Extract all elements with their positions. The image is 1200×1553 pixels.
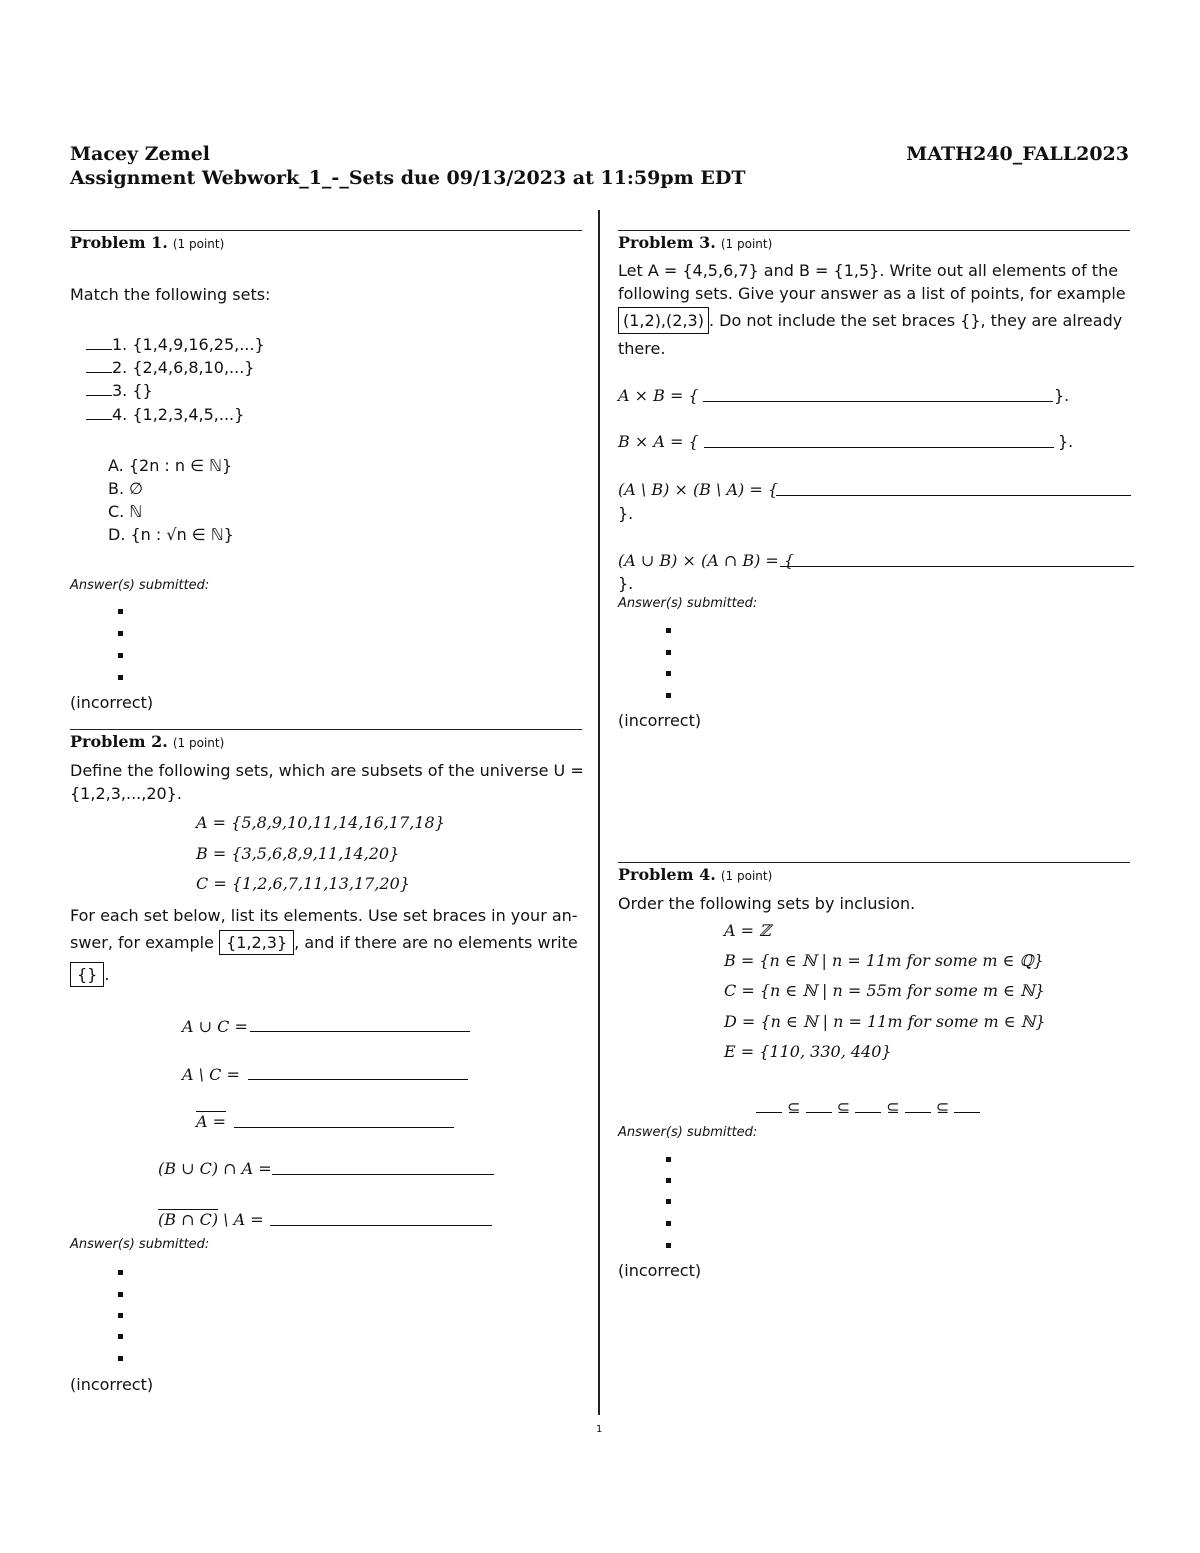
- answer-bullet: [118, 609, 123, 614]
- problem-4-answers-label: Answer(s) submitted:: [618, 1125, 758, 1140]
- problem-3-status: (incorrect): [618, 711, 702, 730]
- p2-q1-label: A ∪ C =: [182, 1017, 248, 1036]
- match-blank-2[interactable]: [86, 358, 112, 373]
- answer-bullet: [118, 631, 123, 636]
- student-name: Macey Zemel: [70, 143, 211, 165]
- p3-q3-close: }.: [618, 504, 634, 523]
- answer-bullet: [118, 1292, 123, 1297]
- problem-3-line-3: (1,2),(2,3) . Do not include the set braces {}, they are already: [618, 310, 1122, 332]
- problem-1-status: (incorrect): [70, 693, 154, 712]
- p2-q5-label: (B ∩ C) \ A =: [158, 1210, 264, 1229]
- p3-q4-label: (A ∪ B) × (A ∩ B) = {: [618, 551, 795, 570]
- answer-bullet: [666, 671, 671, 676]
- inclusion-chain: ⊆ ⊆ ⊆ ⊆: [756, 1097, 980, 1119]
- problem-2-instr-1: For each set below, list its elements. Use set braces in your an-: [70, 906, 578, 925]
- match-blank-4[interactable]: [86, 405, 112, 420]
- problem-3-line-2: following sets. Give your answer as a list of points, for example: [618, 284, 1126, 303]
- set-c-def: C = {n ∈ ℕ | n = 55m for some m ∈ ℕ}: [724, 981, 1045, 1000]
- inclusion-blank-3[interactable]: [855, 1098, 881, 1113]
- p2-q2-input[interactable]: [248, 1065, 468, 1080]
- p2-q3-input[interactable]: [234, 1113, 454, 1128]
- set-b-definition: B = {3,5,6,8,9,11,14,20}: [196, 844, 400, 863]
- p3-q3-input[interactable]: [776, 481, 1131, 496]
- p3-q2-input[interactable]: [704, 433, 1054, 448]
- answer-bullet: [666, 1178, 671, 1183]
- match-option-c: C. ℕ: [108, 502, 143, 521]
- answer-bullet: [666, 1221, 671, 1226]
- page-number: 1: [596, 1424, 603, 1435]
- p3-q1-label: A × B = {: [618, 386, 699, 405]
- match-option-a: A. {2n : n ∈ ℕ}: [108, 456, 233, 475]
- problem-3-line-1: Let A = {4,5,6,7} and B = {1,5}. Write out all elements of the: [618, 261, 1119, 280]
- problem-3-heading: [618, 233, 772, 252]
- answer-bullet: [666, 628, 671, 633]
- problem-4-title: Problem 4.: [618, 865, 716, 884]
- match-item-1: 1. {1,4,9,16,25,...}: [86, 334, 265, 356]
- problem-3-answers-label: Answer(s) submitted:: [618, 596, 758, 611]
- answer-bullet: [666, 1199, 671, 1204]
- course-code: MATH240_FALL2023: [906, 143, 1129, 165]
- problem-1-answers-label: Answer(s) submitted:: [70, 578, 210, 593]
- match-item-4: 4. {1,2,3,4,5,...}: [86, 404, 244, 426]
- p3-q1-input[interactable]: [703, 387, 1053, 402]
- match-blank-1[interactable]: [86, 335, 112, 350]
- p3-q3-label: (A \ B) × (B \ A) = {: [618, 480, 779, 499]
- inclusion-blank-2[interactable]: [806, 1098, 832, 1113]
- example-points-box: (1,2),(2,3): [618, 307, 709, 334]
- problem-1-rule: [70, 230, 582, 231]
- p2-q1-input[interactable]: [250, 1017, 470, 1032]
- problem-4-points: (1 point): [720, 869, 773, 883]
- set-c-definition: C = {1,2,6,7,11,13,17,20}: [196, 874, 410, 893]
- problem-2-intro-1: Define the following sets, which are subsets of the universe U =: [70, 761, 584, 780]
- problem-2-points: (1 point): [172, 736, 225, 750]
- problem-2-intro-2: {1,2,3,...,20}.: [70, 784, 182, 803]
- p2-q5-input[interactable]: [270, 1211, 492, 1226]
- answer-bullet: [118, 1356, 123, 1361]
- answer-bullet: [666, 650, 671, 655]
- answer-bullet: [118, 1270, 123, 1275]
- p2-q4-label: (B ∪ C) ∩ A =: [158, 1159, 272, 1178]
- set-a-def: A = ℤ: [724, 921, 771, 940]
- answer-bullet: [118, 653, 123, 658]
- problem-2-heading: [70, 732, 224, 751]
- problem-3-rule: [618, 230, 1130, 231]
- problem-2-instr-3: {} .: [70, 964, 109, 986]
- problem-4-status: (incorrect): [618, 1261, 702, 1280]
- answer-bullet: [666, 693, 671, 698]
- p3-q4-input[interactable]: [780, 552, 1134, 567]
- inclusion-blank-1[interactable]: [756, 1098, 782, 1113]
- answer-bullet: [666, 1157, 671, 1162]
- match-item-2: 2. {2,4,6,8,10,...}: [86, 357, 254, 379]
- problem-3-points: (1 point): [720, 237, 773, 251]
- example-answer-box: {1,2,3}: [219, 930, 294, 955]
- set-e-def: E = {110, 330, 440}: [724, 1042, 892, 1061]
- problem-2-rule: [70, 729, 582, 730]
- problem-4-heading: [618, 865, 772, 884]
- p2-q2-label: A \ C =: [182, 1065, 240, 1084]
- match-blank-3[interactable]: [86, 381, 112, 396]
- p3-q4-close: }.: [618, 574, 634, 593]
- match-option-d: D. {n : √n ∈ ℕ}: [108, 525, 234, 544]
- problem-2-answers-label: Answer(s) submitted:: [70, 1237, 210, 1252]
- assignment-title: Assignment Webwork_1_-_Sets due 09/13/2023 at 11:59pm EDT: [70, 167, 746, 189]
- answer-bullet: [118, 1313, 123, 1318]
- set-d-def: D = {n ∈ ℕ | n = 11m for some m ∈ ℕ}: [724, 1012, 1046, 1031]
- problem-2-status: (incorrect): [70, 1375, 154, 1394]
- problem-3-title: Problem 3.: [618, 233, 716, 252]
- p3-q2-label: B × A = {: [618, 432, 699, 451]
- problem-3-line-4: there.: [618, 339, 666, 358]
- problem-4-rule: [618, 862, 1130, 863]
- p2-q3-label: A =: [196, 1112, 227, 1131]
- answer-bullet: [118, 675, 123, 680]
- problem-1-points: (1 point): [172, 237, 225, 251]
- p3-q1-close: }.: [1054, 386, 1070, 405]
- problem-1-title: Problem 1.: [70, 233, 168, 252]
- column-divider: [598, 210, 600, 1415]
- match-item-3: 3. {}: [86, 380, 153, 402]
- inclusion-blank-4[interactable]: [905, 1098, 931, 1113]
- match-option-b: B. ∅: [108, 479, 144, 498]
- set-a-definition: A = {5,8,9,10,11,14,16,17,18}: [196, 813, 445, 832]
- problem-1-heading: [70, 233, 224, 252]
- problem-4-prompt: Order the following sets by inclusion.: [618, 894, 916, 913]
- problem-2-instr-2: swer, for example {1,2,3} , and if there are no elements write: [70, 932, 578, 954]
- empty-set-box: {}: [70, 962, 104, 987]
- problem-2-title: Problem 2.: [70, 732, 168, 751]
- inclusion-blank-5[interactable]: [954, 1098, 980, 1113]
- answer-bullet: [666, 1243, 671, 1248]
- set-b-def: B = {n ∈ ℕ | n = 11m for some m ∈ ℚ}: [724, 951, 1044, 970]
- answer-bullet: [118, 1334, 123, 1339]
- problem-1-prompt: Match the following sets:: [70, 285, 271, 304]
- p2-q4-input[interactable]: [272, 1160, 494, 1175]
- p3-q2-close: }.: [1058, 432, 1074, 451]
